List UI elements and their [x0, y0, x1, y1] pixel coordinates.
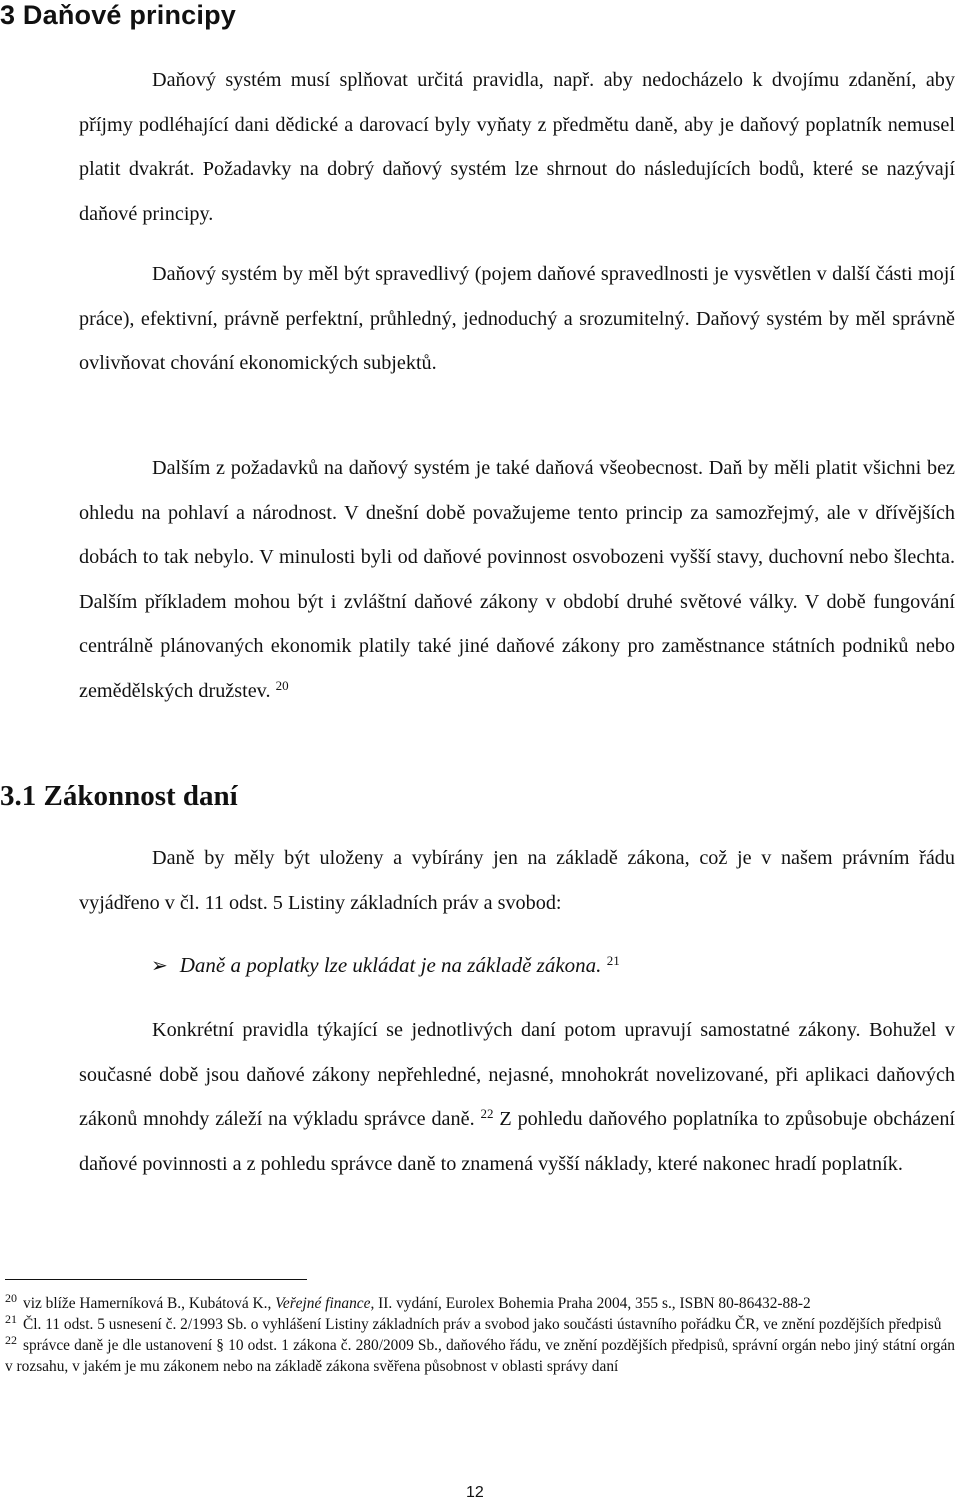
section-heading: 3.1 Zákonnost daní	[0, 780, 238, 812]
arrow-bullet-icon: ➢	[151, 955, 168, 977]
paragraph-specific-rules: Konkrétní pravidla týkající se jednotlivých daní potom upravují samostatné zákony. Bohužel v současné době jsou daňové zákony nepřehledné, nejasné, mnohokrát novelizované, při aplikaci daňových zákonů mnohdy záleží na výkladu správce daně. $^{22}$ Z pohledu daňového poplatníka to způsobuje obcházení daňové povinnosti a z pohledu správce daně to znamená vyšší náklady, které nakonec hradí poplatník.	[79, 1019, 956, 1175]
footnotes	[5, 1293, 955, 1377]
page-number: 12	[466, 1484, 484, 1501]
footnote-ref-21[interactable]: 21	[606, 953, 620, 968]
footnote-ref-20[interactable]: 20	[275, 677, 289, 693]
paragraph-tax-universality: Dalším z požadavků na daňový systém je také daňová všeobecnost. Daň by měli platit všichni bez ohledu na pohlaví a národnost. V dnešní době považujeme tento princip za samozřejmý, ale v dřívějších dobách to tak nebylo. V minulosti byli od daňové povinnost osvobozeni vyšší stavy, duchovní nebo šlechta. Dalším příkladem mohou být i zvláštní daňové zákony v období druhé světové války. V době fungování centrálně plánovaných ekonomik platily také jiné daňové zákony pro zaměstnance státních podniků nebo zemědělských družstev. $^{20}$	[79, 457, 955, 702]
footnote-20: $^{20}$ viz blíže Hamerníková B., Kubátová K., Veřejné finance, II. vydání, Eurolex Bohemia Praha 2004, 355 s., ISBN 80-86432-88-2	[5, 1291, 811, 1312]
footnote-21: $^{21}$ Čl. 11 odst. 5 usnesení č. 2/1993 Sb. o vyhlášení Listiny základních práv a svobod jako součásti ústavního pořádku ČR, ve znění pozdějších předpisů	[5, 1312, 942, 1333]
footnote-ref-22[interactable]: 22	[480, 1106, 494, 1121]
bullet-quote-text: Daně a poplatky lze ukládat je na základě zákona.	[179, 953, 602, 977]
paragraph-intro: Daňový systém musí splňovat určitá pravidla, např. aby nedocházelo k dvojímu zdanění, aby příjmy podléhající dani dědické a darovací byly vyňaty z předmětu daně, aby je daňový poplatník nemusel platit dvakrát. Požadavky na dobrý daňový systém lze shrnout do následujících bodů, které se nazývají daňové principy.	[79, 69, 955, 225]
bullet-quote	[151, 950, 620, 981]
footnote-separator	[5, 1279, 307, 1280]
paragraph-system-requirements: Daňový systém by měl být spravedlivý (pojem daňové spravedlnosti je vysvětlen v další části mojí práce), efektivní, právně perfektní, průhledný, jednoduchý a srozumitelný. Daňový systém by měl správně ovlivňovat chování ekonomických subjektů.	[79, 263, 955, 374]
paragraph-legality: Daně by měly být uloženy a vybírány jen na základě zákona, což je v našem právním řádu vyjádřeno v čl. 11 odst. 5 Listiny základních práv a svobod:	[79, 847, 955, 914]
chapter-heading: 3 Daňové principy	[0, 0, 236, 30]
footnote-22: $^{22}$ správce daně je dle ustanovení § 10 odst. 1 zákona č. 280/2009 Sb., daňového řádu, ve znění pozdějších předpisů, správní orgán nebo jiný státní orgán v rozsahu, v jakém je mu zákonem nebo na základě zákona svěřena působnost v oblasti správy daní	[5, 1333, 955, 1375]
